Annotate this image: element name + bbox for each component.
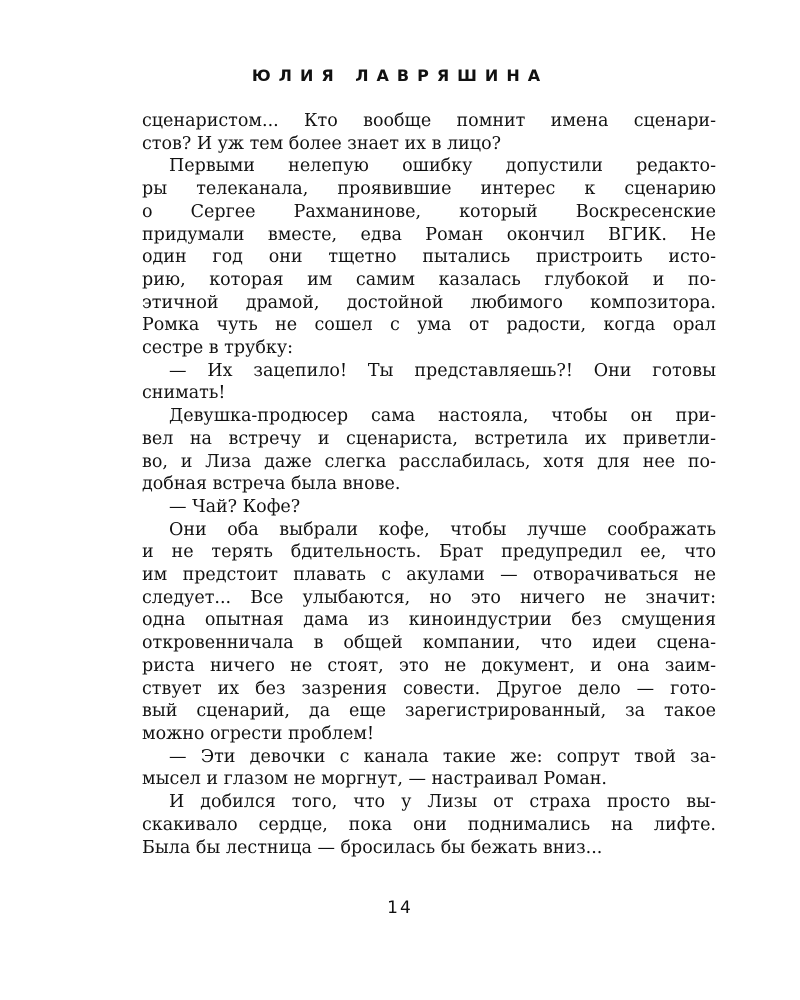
text-line: риста ничего не стоят, это не документ, и она заим- [142,655,716,676]
text-line: один год они тщетно пытались пристроить исто- [142,247,716,268]
text-line: — Эти девочки с канала такие же: сопрут твой за- [169,746,716,767]
text-line: Они оба выбрали кофе, чтобы лучше соображать [169,519,716,540]
text-line: — Чай? Кофе? [169,496,301,517]
page-number: 14 [387,898,413,918]
text-line: им предстоит плавать с акулами — отворачиваться не [142,565,716,586]
text-line: придумали вместе, едва Роман окончил ВГИК. Не [142,224,716,245]
text-line: Девушка-продюсер сама настояла, чтобы он при- [169,406,716,427]
text-line: скакивало сердце, пока они поднимались на лифте. [142,814,716,835]
text-line: и не терять бдительность. Брат предупредил ее, что [142,542,716,563]
text-line: Ромка чуть не сошел с ума от радости, когда орал [142,315,716,336]
text-line: ствует их без зазрения совести. Другое дело — гото- [142,678,716,699]
text-line: вый сценарий, да еще зарегистрированный, за такое [142,701,716,722]
text-line: — Их зацепило! Ты представляешь?! Они готовы [169,360,716,381]
text-line: ры телеканала, проявившие интерес к сценарию [142,179,716,200]
body-text [142,110,716,859]
text-line: мысел и глазом не моргнут, — настраивал Роман. [142,769,607,790]
text-line: Была бы лестница — бросилась бы бежать вниз... [142,837,603,858]
text-line: добная встреча была внове. [142,474,401,495]
text-line: во, и Лиза даже слегка расслабилась, хотя для нее по- [142,451,716,472]
text-line: о Сергее Рахманинове, который Воскресенские [142,201,716,222]
text-line: откровенничала в общей компании, что идеи сцена- [142,633,716,654]
text-line: сценаристом... Кто вообще помнит имена сценари- [142,111,716,131]
text-line: стов? И уж тем более знает их в лицо? [142,133,501,154]
text-line: следует... Все улыбаются, но это ничего не значит: [142,587,716,608]
text-line: снимать! [142,383,226,404]
text-line: сестре в трубку: [142,338,294,359]
running-header-author: ЮЛИЯ ЛАВРЯШИНА [251,66,549,85]
text-line: этичной драмой, достойной любимого композитора. [142,292,716,313]
text-line: Первыми нелепую ошибку допустили редакто- [169,156,716,177]
text-line: И добился того, что у Лизы от страха просто вы- [169,792,716,813]
text-line: вел на встречу и сценариста, встретила их приветли- [142,428,716,449]
text-line: одна опытная дама из киноиндустрии без смущения [142,610,716,631]
text-line: можно огрести проблем! [142,723,375,744]
text-line: рию, которая им самим казалась глубокой и по- [142,269,716,290]
